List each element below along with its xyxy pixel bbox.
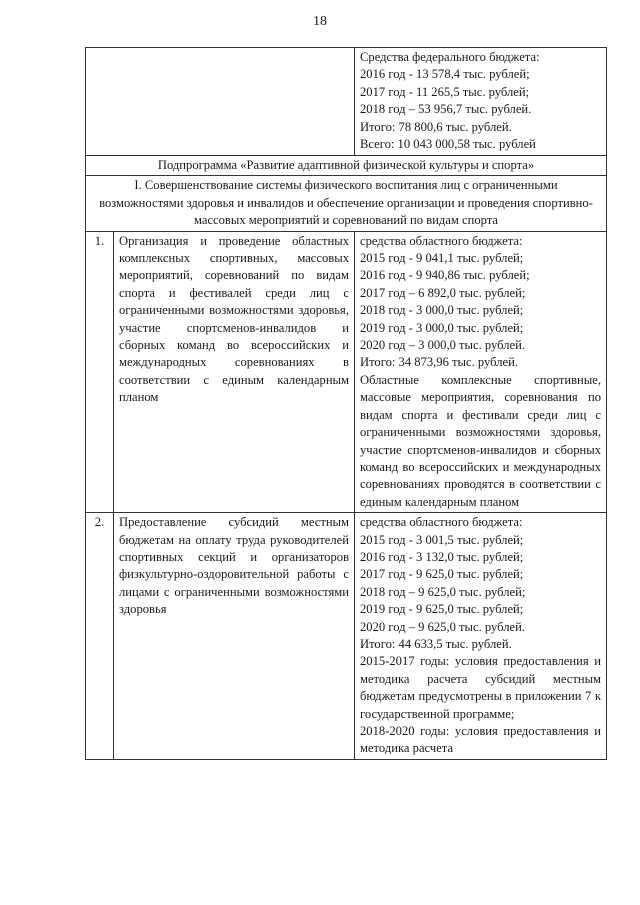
funding-note: 2018-2020 годы: условия предоставления и методика расчета [360, 724, 601, 756]
funding-line: средства областного бюджета: [360, 515, 523, 530]
federal-budget-line: 2017 год - 11 265,5 тыс. рублей; [360, 84, 530, 99]
funding-line: 2015 год - 3 001,5 тыс. рублей; [360, 532, 524, 547]
funding-line: 2015 год - 9 041,1 тыс. рублей; [360, 251, 524, 266]
funding-line: 2020 год – 3 000,0 тыс. рублей. [360, 338, 526, 353]
federal-budget-line: 2018 год – 53 956,7 тыс. рублей. [360, 102, 532, 117]
funding-line: 2017 год - 9 625,0 тыс. рублей; [360, 567, 524, 582]
federal-budget-cell [355, 48, 607, 156]
empty-cell [86, 48, 355, 156]
funding-line: 2020 год – 9 625,0 тыс. рублей. [360, 619, 526, 634]
program-table [85, 47, 607, 760]
funding-line: Итого: 44 633,5 тыс. рублей. [360, 636, 512, 651]
funding-note: Областные комплексные спортивные, массовые мероприятия, соревнования по видам спорта и фестивали среди лиц с ограниченными возможностями здоровья, участие спортсменов-инвалидов и сборных команд во всероссийских и международных соревнованиях проводятся в соответствии с единым календарным планом [360, 372, 601, 509]
funding-line: 2016 год - 3 132,0 тыс. рублей; [360, 549, 524, 564]
table-row [86, 513, 607, 760]
funding-line: 2019 год - 3 000,0 тыс. рублей; [360, 320, 524, 335]
row-number: 2. [86, 513, 114, 760]
section-title: I. Совершенствование системы физического воспитания лиц с ограниченными возможностями здоровья и инвалидов и обеспечение организации и проведения спортивно-массовых мероприятий и соревнований по видам спорта [86, 176, 607, 231]
row-funding [355, 513, 607, 760]
funding-note: 2015-2017 годы: условия предоставления и методика расчета субсидий местным бюджетам предусмотрены в приложении 7 к государственной программе; [360, 654, 601, 721]
funding-line: 2016 год - 9 940,86 тыс. рублей; [360, 268, 530, 283]
funding-line: 2019 год - 9 625,0 тыс. рублей; [360, 602, 524, 617]
federal-budget-line: 2016 год - 13 578,4 тыс. рублей; [360, 67, 530, 82]
table-row-section [86, 176, 607, 231]
federal-budget-line: Всего: 10 043 000,58 тыс. рублей [360, 137, 536, 152]
subprogram-title: Подпрограмма «Развитие адаптивной физической культуры и спорта» [86, 156, 607, 176]
row-funding [355, 231, 607, 513]
funding-line: 2017 год – 6 892,0 тыс. рублей; [360, 285, 526, 300]
funding-line: Итого: 34 873,96 тыс. рублей. [360, 355, 519, 370]
table-row [86, 231, 607, 513]
federal-budget-line: Средства федерального бюджета: [360, 50, 540, 64]
page-number: 18 [313, 14, 327, 29]
table-row-subprogram [86, 156, 607, 176]
row-number: 1. [86, 231, 114, 513]
funding-line: средства областного бюджета: [360, 233, 523, 248]
table-row-federal-budget [86, 48, 607, 156]
federal-budget-line: Итого: 78 800,6 тыс. рублей. [360, 119, 512, 134]
row-description: Организация и проведение областных комплексных спортивных, массовых мероприятий, соревнований по видам спорта и фестивалей среди лиц с ограниченными возможностями здоровья, участие спортсменов-инвалидов и сборных команд во всероссийских и международных соревнованиях в соответствии с единым календарным планом [114, 231, 355, 513]
funding-line: 2018 год – 9 625,0 тыс. рублей; [360, 584, 526, 599]
funding-line: 2018 год - 3 000,0 тыс. рублей; [360, 303, 524, 318]
row-description: Предоставление субсидий местным бюджетам на оплату труда руководителей спортивных секций и организаторов физкультурно-оздоровительной работы с лицами с ограниченными возможностями здоровья [114, 513, 355, 760]
